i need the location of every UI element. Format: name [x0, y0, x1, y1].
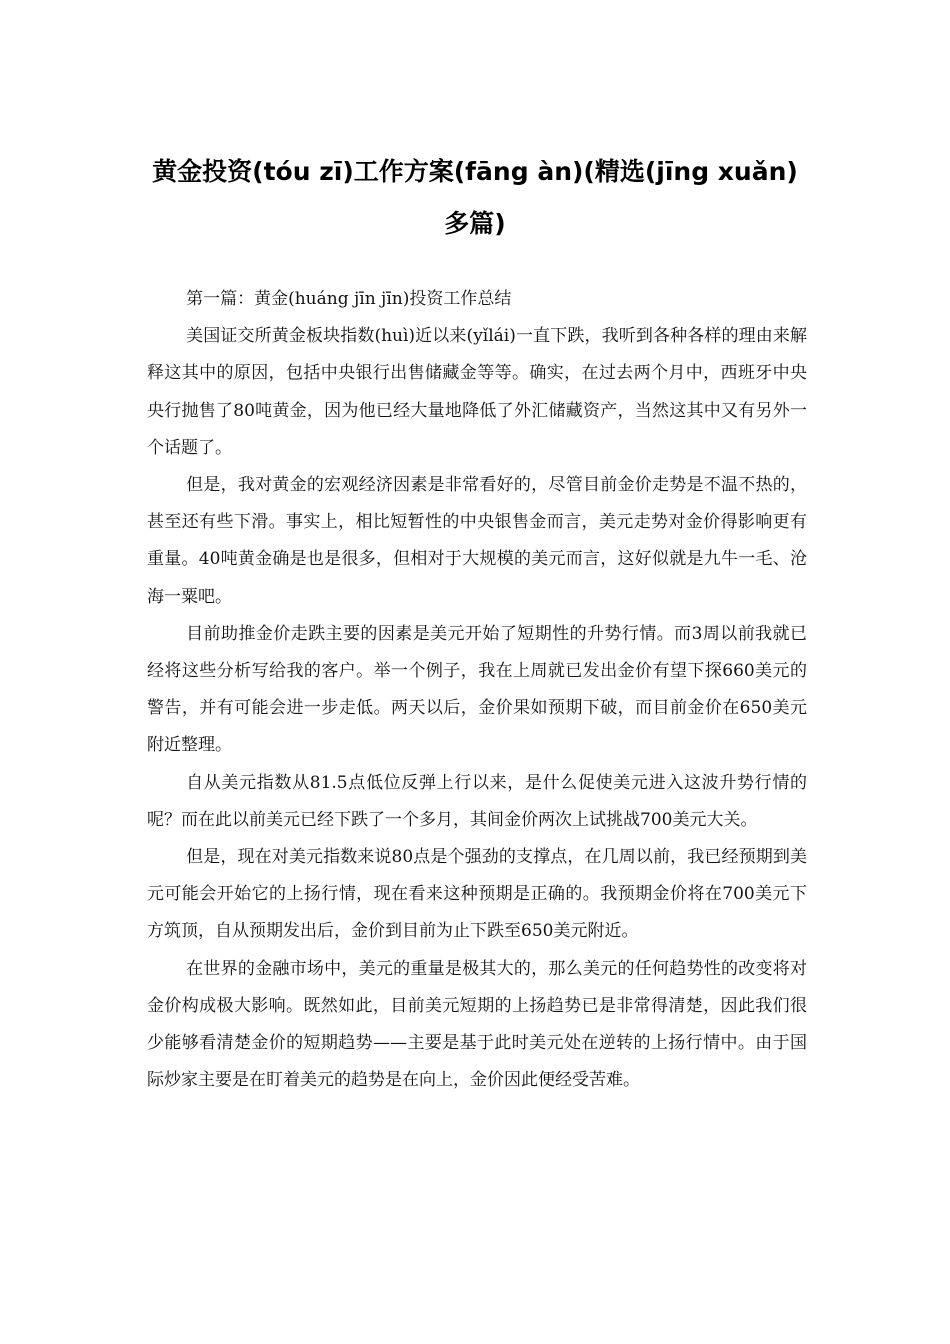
paragraph: 在世界的金融市场中，美元的重量是极其大的，那么美元的任何趋势性的改变将对金价构成极大影响。既然如此，目前美元短期的上扬趋势已是非常得清楚，因此我们很少能够看清楚金价的短期趋势——主要是基于此时美元处在逆转的上扬行情中。由于国际炒家主要是在盯着美元的趋势是在向上，金价因此便经受苦难。: [147, 958, 807, 1091]
paragraph: 但是，现在对美元指数来说80点是个强劲的支撑点，在几周以前，我已经预期到美元可能会开始它的上扬行情，现在看来这种预期是正确的。我预期金价将在700美元下方筑顶，自从预期发出后，金价到目前为止下跌至650美元附近。: [147, 847, 807, 942]
paragraph: 自从美元指数从81.5点低位反弹上行以来，是什么促使美元进入这波升势行情的呢？而在此以前美元已经下跌了一个多月，其间金价两次上试挑战700美元大关。: [147, 772, 807, 830]
paragraph: 目前助推金价走跌主要的因素是美元开始了短期性的升势行情。而3周以前我就已经将这些分析写给我的客户。举一个例子，我在上周就已发出金价有望下探660美元的警告，并有可能会进一步走低。两天以后，金价果如预期下破，而目前金价在650美元附近整理。: [147, 623, 807, 756]
paragraph: 美国证交所黄金板块指数(huì)近以来(yǐlái)一直下跌，我听到各种各样的理由来解释这其中的原因，包括中央银行出售储藏金等等。确实，在过去两个月中，西班牙中央央行抛售了80吨黄金，因为他已经大量地降低了外汇储藏资产，当然这其中又有另外一个话题了。: [147, 326, 807, 458]
document-title: 黄金投资(tóu zī)工作方案(fāng àn)(精选(jīng xuǎn)多篇): [152, 157, 798, 238]
paragraph: 但是，我对黄金的宏观经济因素是非常看好的，尽管目前金价走势是不温不热的，甚至还有些下滑。事实上，相比短暂性的中央银售金而言，美元走势对金价得影响更有重量。40吨黄金确是也是很多，但相对于大规模的美元而言，这好似就是九牛一毛、沧海一粟吧。: [147, 475, 807, 607]
document-body: [147, 281, 807, 1099]
section-heading: 第一篇：黄金(huáng jīn jīn)投资工作总结: [186, 289, 512, 309]
